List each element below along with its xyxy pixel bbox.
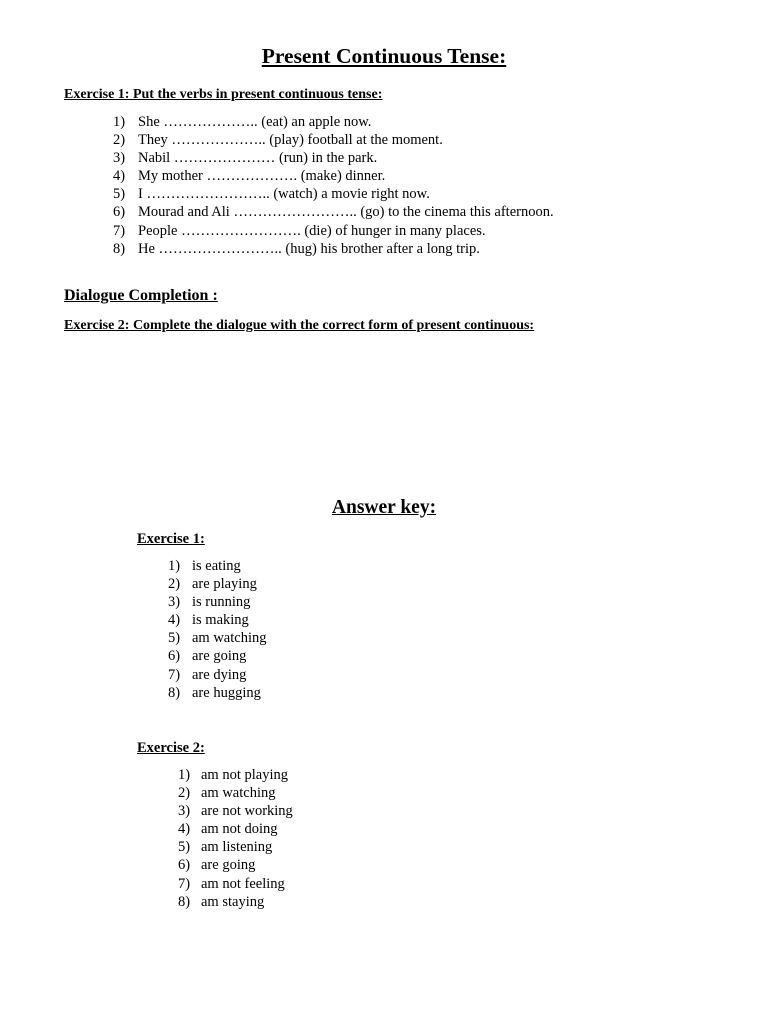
item-number: 8) [113, 240, 126, 257]
item-number: 5) [168, 630, 181, 647]
item-text: is making [192, 612, 249, 629]
list-item [168, 647, 368, 665]
item-number: 5) [113, 186, 126, 203]
item-number: 4) [178, 821, 191, 838]
list-item [178, 856, 398, 874]
item-number: 2) [113, 132, 126, 149]
list-item [178, 784, 398, 802]
item-text: are hugging [192, 684, 261, 701]
item-text: She ……………….. (eat) an apple now. [138, 114, 372, 130]
item-text: is eating [192, 558, 241, 574]
item-text: am staying [201, 893, 265, 910]
item-number: 4) [113, 168, 126, 185]
item-number: 2) [178, 785, 191, 802]
item-number: 5) [178, 839, 191, 856]
list-item [178, 893, 398, 911]
list-item [113, 222, 673, 240]
item-text: is running [192, 594, 251, 611]
exercise-1-heading: Exercise 1: Put the verbs in present continuous tense: [64, 87, 383, 102]
item-text: are playing [192, 576, 257, 593]
list-item [168, 593, 368, 611]
answer-exercise-2-list [178, 766, 398, 911]
list-item [113, 167, 673, 185]
list-item [113, 131, 673, 149]
item-number: 6) [178, 857, 191, 874]
item-number: 2) [168, 576, 181, 593]
page-title: Present Continuous Tense: [261, 44, 507, 68]
item-number: 1) [113, 114, 126, 130]
item-text: am watching [192, 630, 267, 647]
item-text: My mother ………………. (make) dinner. [138, 168, 386, 185]
dialogue-completion-heading: Dialogue Completion : [64, 287, 218, 304]
list-item [113, 113, 673, 131]
item-number: 1) [178, 767, 191, 783]
answer-key-title: Answer key: [331, 497, 437, 518]
item-text: am watching [201, 785, 276, 802]
exercise-2-heading: Exercise 2: Complete the dialogue with the correct form of present continuous: [64, 318, 535, 333]
exercise-1-list [113, 113, 673, 258]
item-text: Mourad and Ali …………………….. (go) to the cinema this afternoon. [138, 204, 554, 221]
list-item [168, 666, 368, 684]
item-text: are going [201, 857, 256, 874]
item-number: 8) [168, 684, 181, 701]
list-item [178, 820, 398, 838]
list-item [113, 240, 673, 258]
item-text: am not feeling [201, 875, 285, 892]
answer-exercise-1-heading: Exercise 1: [137, 531, 205, 547]
item-number: 7) [178, 875, 191, 892]
list-item [168, 575, 368, 593]
list-item [178, 875, 398, 893]
list-item [168, 629, 368, 647]
list-item [113, 149, 673, 167]
list-item [178, 766, 398, 784]
item-number: 1) [168, 558, 181, 574]
list-item [113, 185, 673, 203]
item-text: are going [192, 648, 247, 665]
list-item [113, 203, 673, 221]
item-text: am listening [201, 839, 273, 856]
answer-exercise-2-heading: Exercise 2: [137, 740, 205, 756]
item-text: are dying [192, 666, 247, 683]
item-text: I …………………….. (watch) a movie right now. [138, 186, 430, 203]
list-item [178, 838, 398, 856]
list-item [178, 802, 398, 820]
list-item [168, 611, 368, 629]
item-text: He …………………….. (hug) his brother after a long trip. [138, 240, 480, 257]
item-text: People ……………………. (die) of hunger in many places. [138, 222, 486, 239]
item-number: 7) [113, 222, 126, 239]
item-text: am not playing [201, 767, 288, 783]
item-number: 4) [168, 612, 181, 629]
answer-exercise-1-list [168, 557, 368, 702]
item-text: Nabil ………………… (run) in the park. [138, 150, 378, 167]
item-number: 7) [168, 666, 181, 683]
item-number: 3) [113, 150, 126, 167]
item-number: 8) [178, 893, 191, 910]
item-text: They ……………….. (play) football at the moment. [138, 132, 443, 149]
item-number: 6) [168, 648, 181, 665]
item-text: am not doing [201, 821, 278, 838]
list-item [168, 684, 368, 702]
item-number: 3) [178, 803, 191, 820]
item-text: are not working [201, 803, 293, 820]
list-item [168, 557, 368, 575]
item-number: 6) [113, 204, 126, 221]
item-number: 3) [168, 594, 181, 611]
